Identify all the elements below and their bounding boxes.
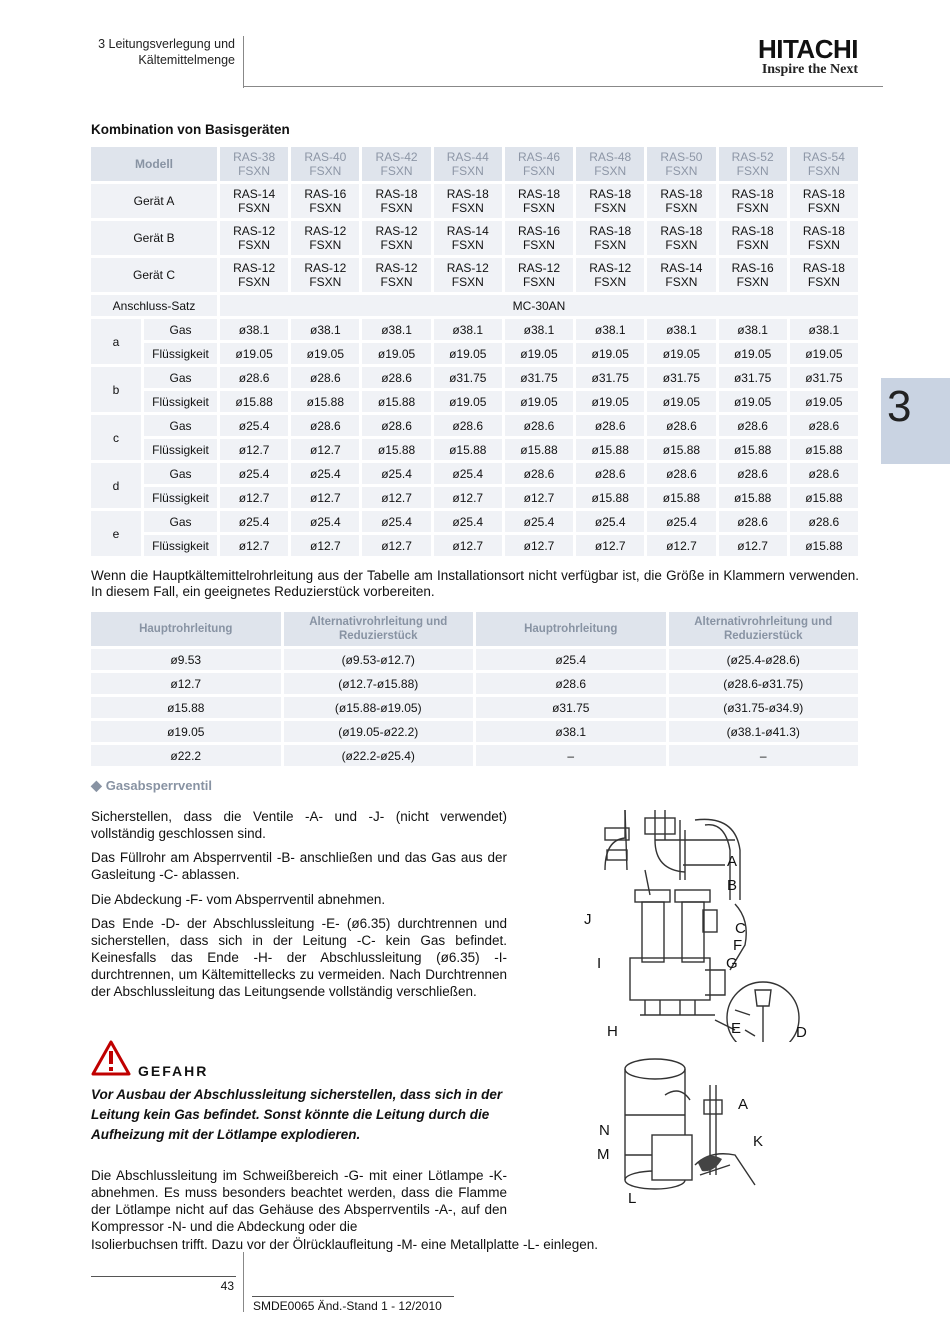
pipe-size-cell: ø15.88 [434,439,502,460]
pipe-size-cell: ø31.75 [790,367,858,388]
pipe-group-label: b [91,367,141,412]
pipe-size-cell: ø25.4 [362,511,430,532]
pipe-size-cell: ø31.75 [434,367,502,388]
unit-cell: RAS-18 FSXN [647,221,715,255]
unit-cell: RAS-14 FSXN [220,184,288,218]
pipe-size-cell: ø12.7 [362,487,430,508]
pipe-row [91,463,858,484]
pipe-size-cell: ø31.75 [719,367,787,388]
valve-diagram-top [585,810,815,1042]
alt-header-cell: Alternativrohrleitung und Reduzierstück [284,612,474,646]
gas-valve-paragraph-1: Sicherstellen, dass die Ventile -A- und -J- (nicht verwendet) vollständig geschlossen sind. [91,809,507,841]
figure-label-a: A [727,853,738,870]
alt-cell: (ø12.7-ø15.88) [284,673,474,694]
model-header-cell: RAS-44 FSXN [434,147,502,181]
unit-cell: RAS-12 FSXN [220,221,288,255]
pipe-size-cell: ø12.7 [434,535,502,556]
model-header-cell: RAS-52 FSXN [719,147,787,181]
pipe-size-cell: ø15.88 [576,439,644,460]
unit-cell: RAS-18 FSXN [719,184,787,218]
pipe-size-cell: ø19.05 [220,343,288,364]
pipe-size-cell: ø12.7 [505,487,573,508]
pipe-size-cell: ø12.7 [220,487,288,508]
gas-valve-paragraph-2: Das Füllrohr am Absperrventil -B- anschließen und das Gas aus der Gasleitung -C- ablassen. [91,850,507,882]
pipe-size-cell: ø19.05 [576,391,644,412]
unit-row [91,184,858,218]
pipe-size-cell: ø31.75 [576,367,644,388]
unit-label: Gerät A [91,184,217,218]
alt-row [91,673,858,694]
pipe-type-label: Gas [144,367,217,388]
unit-cell: RAS-18 FSXN [790,184,858,218]
pipe-size-cell: ø25.4 [647,511,715,532]
figure-label-l: L [628,1190,637,1207]
model-header-cell: RAS-54 FSXN [790,147,858,181]
pipe-size-cell: ø38.1 [505,319,573,340]
pipe-size-cell: ø25.4 [434,463,502,484]
document-id: SMDE0065 Änd.-Stand 1 - 12/2010 [253,1299,442,1313]
alt-row [91,697,858,718]
pipe-size-cell: ø25.4 [362,463,430,484]
pipe-row [91,439,858,460]
pipe-row [91,511,858,532]
pipe-size-cell: ø12.7 [291,487,359,508]
unit-cell: RAS-16 FSXN [719,258,787,292]
pipe-size-cell: ø15.88 [719,487,787,508]
pipe-size-cell: ø28.6 [576,463,644,484]
model-header-cell: RAS-50 FSXN [647,147,715,181]
pipe-size-cell: ø15.88 [790,535,858,556]
pipe-size-cell: ø19.05 [434,343,502,364]
pipe-type-label: Flüssigkeit [144,535,217,556]
alt-row [91,721,858,742]
hitachi-logo [758,36,858,78]
alt-cell: ø9.53 [91,649,281,670]
soldering-diagram [610,1055,770,1205]
alt-cell: (ø31.75-ø34.9) [669,697,859,718]
pipe-group-label: a [91,319,141,364]
pipe-size-cell: ø12.7 [291,439,359,460]
soldering-paragraph-end: Isolierbuchsen trifft. Dazu vor der Ölrücklaufleitung -M- eine Metallplatte -L- einlegen. [91,1237,598,1252]
pipe-size-cell: ø15.88 [790,439,858,460]
pipe-size-cell: ø28.6 [719,511,787,532]
model-header-cell: RAS-38 FSXN [220,147,288,181]
pipe-row [91,343,858,364]
pipe-size-cell: ø12.7 [291,535,359,556]
gas-valve-heading [91,777,212,794]
kit-row [91,295,858,316]
danger-title: GEFAHR [138,1063,209,1079]
pipe-size-cell: ø19.05 [719,343,787,364]
unit-cell: RAS-14 FSXN [434,221,502,255]
chapter-side-tab [881,378,950,464]
unit-cell: RAS-12 FSXN [362,221,430,255]
figure-label-n: N [599,1122,610,1139]
pipe-size-cell: ø38.1 [576,319,644,340]
model-header-cell: RAS-40 FSXN [291,147,359,181]
pipe-size-cell: ø25.4 [220,463,288,484]
model-header-cell: RAS-42 FSXN [362,147,430,181]
pipe-type-label: Gas [144,319,217,340]
pipe-size-cell: ø28.6 [220,367,288,388]
pipe-type-label: Flüssigkeit [144,487,217,508]
unit-cell: RAS-18 FSXN [434,184,502,218]
model-header-cell: RAS-48 FSXN [576,147,644,181]
pipe-type-label: Gas [144,511,217,532]
table-header-row [91,147,858,181]
alt-cell: (ø25.4-ø28.6) [669,649,859,670]
alt-header-row [91,612,858,646]
alt-row [91,745,858,766]
pipe-size-cell: ø28.6 [790,463,858,484]
unit-cell: RAS-18 FSXN [505,184,573,218]
figure-label-j: J [584,911,592,928]
alt-cell: – [476,745,666,766]
pipe-size-cell: ø28.6 [647,463,715,484]
chapter-title [60,36,235,68]
section-title: Kombination von Basisgeräten [91,122,290,137]
pipe-size-cell: ø12.7 [576,535,644,556]
pipe-size-cell: ø28.6 [647,415,715,436]
header-divider-vertical [243,36,244,88]
unit-cell: RAS-12 FSXN [291,258,359,292]
pipe-size-cell: ø28.6 [505,415,573,436]
alt-cell: ø38.1 [476,721,666,742]
pipe-size-cell: ø28.6 [362,367,430,388]
pipe-row [91,535,858,556]
unit-cell: RAS-18 FSXN [719,221,787,255]
unit-cell: RAS-18 FSXN [362,184,430,218]
pipe-size-cell: ø38.1 [291,319,359,340]
diamond-bullet-icon: ◆ [91,777,102,793]
alt-row [91,649,858,670]
warning-triangle-icon [91,1040,131,1076]
figure-label-e: E [731,1020,742,1037]
alt-cell: ø19.05 [91,721,281,742]
pipe-size-cell: ø19.05 [647,343,715,364]
kit-value: MC-30AN [220,295,858,316]
pipe-size-cell: ø15.88 [647,487,715,508]
pipe-size-cell: ø28.6 [790,415,858,436]
figure-label-f: F [733,937,743,954]
chapter-side-tab-number: 3 [887,382,912,431]
pipe-size-cell: ø19.05 [576,343,644,364]
pipe-size-cell: ø19.05 [790,391,858,412]
pipe-size-cell: ø38.1 [362,319,430,340]
pipe-row [91,367,858,388]
pipe-size-cell: ø28.6 [291,367,359,388]
pipe-size-cell: ø25.4 [434,511,502,532]
alt-header-cell: Alternativrohrleitung und Reduzierstück [669,612,859,646]
danger-text: Vor Ausbau der Abschlussleitung sicherstellen, dass sich in der Leitung kein Gas befindet. Sonst könnte die Leitung durch die Aufheizung mit der Lötlampe explodieren. [91,1087,503,1142]
pipe-size-cell: ø28.6 [576,415,644,436]
footer-rule-left [91,1276,236,1277]
brand-tagline: Inspire the Next [761,62,858,77]
pipe-size-cell: ø19.05 [719,391,787,412]
pipe-size-cell: ø38.1 [647,319,715,340]
figure-label-c: C [735,920,746,937]
pipe-size-cell: ø15.88 [576,487,644,508]
gas-valve-paragraph-4: Das Ende -D- der Abschlussleitung -E- (ø6.35) durchtrennen und sicherstellen, dass sich in der Leitung -C- kein Gas befindet. Keinesfalls das Ende -H- der Abschlussleitung (ø6.35) -I- durchtrennen, um Kältemittellecks zu vermeiden. Nach Durchtrennen der Abschlussleitung das Leitungsende vollständig verschließen. [91,916,507,999]
unit-label: Gerät C [91,258,217,292]
footer-rule-right [252,1296,454,1297]
chapter-title-line2: Kältemittelmenge [138,53,235,67]
footer-divider-vertical [243,1252,244,1312]
unit-cell: RAS-18 FSXN [576,184,644,218]
unit-label: Gerät B [91,221,217,255]
pipe-size-cell: ø15.88 [647,439,715,460]
pipe-size-cell: ø15.88 [790,487,858,508]
pipe-size-cell: ø12.7 [220,439,288,460]
alt-cell: (ø9.53-ø12.7) [284,649,474,670]
unit-cell: RAS-12 FSXN [291,221,359,255]
pipe-type-label: Flüssigkeit [144,391,217,412]
pipe-size-cell: ø25.4 [220,511,288,532]
pipe-size-cell: ø12.7 [719,535,787,556]
pipe-size-cell: ø19.05 [505,391,573,412]
pipe-size-cell: ø38.1 [434,319,502,340]
pipe-size-cell: ø12.7 [362,535,430,556]
pipe-size-cell: ø38.1 [719,319,787,340]
pipe-size-cell: ø38.1 [220,319,288,340]
pipe-size-cell: ø19.05 [505,343,573,364]
pipe-size-cell: ø19.05 [790,343,858,364]
alt-cell: ø28.6 [476,673,666,694]
alt-cell: (ø28.6-ø31.75) [669,673,859,694]
pipe-row [91,319,858,340]
pipe-size-cell: ø19.05 [434,391,502,412]
figure-label-i: I [597,955,602,972]
brand-name: HITACHI [757,34,858,64]
unit-row [91,258,858,292]
pipe-size-cell: ø19.05 [291,343,359,364]
alt-cell: ø31.75 [476,697,666,718]
pipe-size-cell: ø15.88 [362,439,430,460]
pipe-size-cell: ø15.88 [291,391,359,412]
pipe-size-cell: ø15.88 [220,391,288,412]
pipe-size-cell: ø28.6 [505,463,573,484]
pipe-size-cell: ø25.4 [576,511,644,532]
pipe-size-cell: ø12.7 [220,535,288,556]
pipe-group-label: c [91,415,141,460]
unit-cell: RAS-18 FSXN [790,258,858,292]
unit-cell: RAS-16 FSXN [291,184,359,218]
pipe-type-label: Flüssigkeit [144,343,217,364]
figure-label-k: K [753,1133,764,1150]
pipe-size-cell: ø15.88 [362,391,430,412]
pipe-size-cell: ø25.4 [505,511,573,532]
gas-valve-heading-text: Gasabsperrventil [105,778,212,793]
pipe-size-cell: ø25.4 [220,415,288,436]
alt-cell: ø25.4 [476,649,666,670]
model-header-cell: RAS-46 FSXN [505,147,573,181]
pipe-size-cell: ø31.75 [505,367,573,388]
pipe-size-cell: ø15.88 [505,439,573,460]
alt-cell: (ø19.05-ø22.2) [284,721,474,742]
pipe-type-label: Gas [144,415,217,436]
pipe-type-label: Gas [144,463,217,484]
note-paragraph: Wenn die Hauptkältemittelrohrleitung aus der Tabelle am Installationsort nicht verfügbar ist, die Größe in Klammern verwenden. In diesem Fall, ein geeignetes Reduzierstück vorbereiten. [91,568,859,599]
pipe-group-label: d [91,463,141,508]
figure-label-g: G [726,955,738,972]
model-header-label: Modell [91,147,217,181]
page-number: 43 [220,1279,234,1293]
pipe-row [91,415,858,436]
pipe-size-cell: ø12.7 [434,487,502,508]
unit-cell: RAS-14 FSXN [647,258,715,292]
alt-cell: – [669,745,859,766]
alt-cell: ø12.7 [91,673,281,694]
pipe-size-cell: ø31.75 [647,367,715,388]
unit-cell: RAS-18 FSXN [790,221,858,255]
figure-label-b: B [727,877,738,894]
alternative-pipe-table [88,609,861,769]
chapter-title-line1: 3 Leitungsverlegung und [98,37,235,51]
gas-valve-paragraph-3: Die Abdeckung -F- vom Absperrventil abnehmen. [91,892,386,907]
pipe-size-cell: ø19.05 [362,343,430,364]
figure-label-m: M [597,1146,610,1163]
alt-cell: (ø15.88-ø19.05) [284,697,474,718]
pipe-size-cell: ø28.6 [719,463,787,484]
alt-cell: ø22.2 [91,745,281,766]
pipe-type-label: Flüssigkeit [144,439,217,460]
figure-label-a-bottom: A [738,1096,749,1113]
unit-cell: RAS-18 FSXN [576,221,644,255]
unit-cell: RAS-12 FSXN [362,258,430,292]
pipe-row [91,391,858,412]
soldering-paragraph: Die Abschlussleitung im Schweißbereich -G- mit einer Lötlampe -K- abnehmen. Es muss besonders beachtet werden, dass die Flamme der Lötlampe nicht auf das Gehäuse des Absperrventils -A-, auf den Kompressor -N- und die Abdeckung oder die [91,1168,507,1234]
pipe-size-cell: ø28.6 [362,415,430,436]
pipe-size-cell: ø28.6 [790,511,858,532]
pipe-size-cell: ø12.7 [505,535,573,556]
pipe-size-cell: ø12.7 [647,535,715,556]
pipe-size-cell: ø25.4 [291,463,359,484]
header-divider-horizontal [243,86,883,87]
kit-label: Anschluss-Satz [91,295,217,316]
pipe-size-cell: ø28.6 [434,415,502,436]
pipe-group-label: e [91,511,141,556]
alt-cell: (ø22.2-ø25.4) [284,745,474,766]
pipe-size-cell: ø15.88 [719,439,787,460]
alt-cell: (ø38.1-ø41.3) [669,721,859,742]
pipe-size-cell: ø25.4 [291,511,359,532]
alt-cell: ø15.88 [91,697,281,718]
unit-cell: RAS-12 FSXN [576,258,644,292]
unit-cell: RAS-12 FSXN [505,258,573,292]
unit-cell: RAS-12 FSXN [434,258,502,292]
alt-header-cell: Hauptrohrleitung [91,612,281,646]
pipe-row [91,487,858,508]
pipe-size-cell: ø28.6 [291,415,359,436]
unit-cell: RAS-16 FSXN [505,221,573,255]
unit-cell: RAS-12 FSXN [220,258,288,292]
unit-cell: RAS-18 FSXN [647,184,715,218]
pipe-size-cell: ø28.6 [719,415,787,436]
figure-label-d: D [796,1024,807,1041]
combination-table [88,144,861,559]
pipe-size-cell: ø19.05 [647,391,715,412]
pipe-size-cell: ø38.1 [790,319,858,340]
unit-row [91,221,858,255]
alt-header-cell: Hauptrohrleitung [476,612,666,646]
figure-label-h: H [607,1023,618,1040]
